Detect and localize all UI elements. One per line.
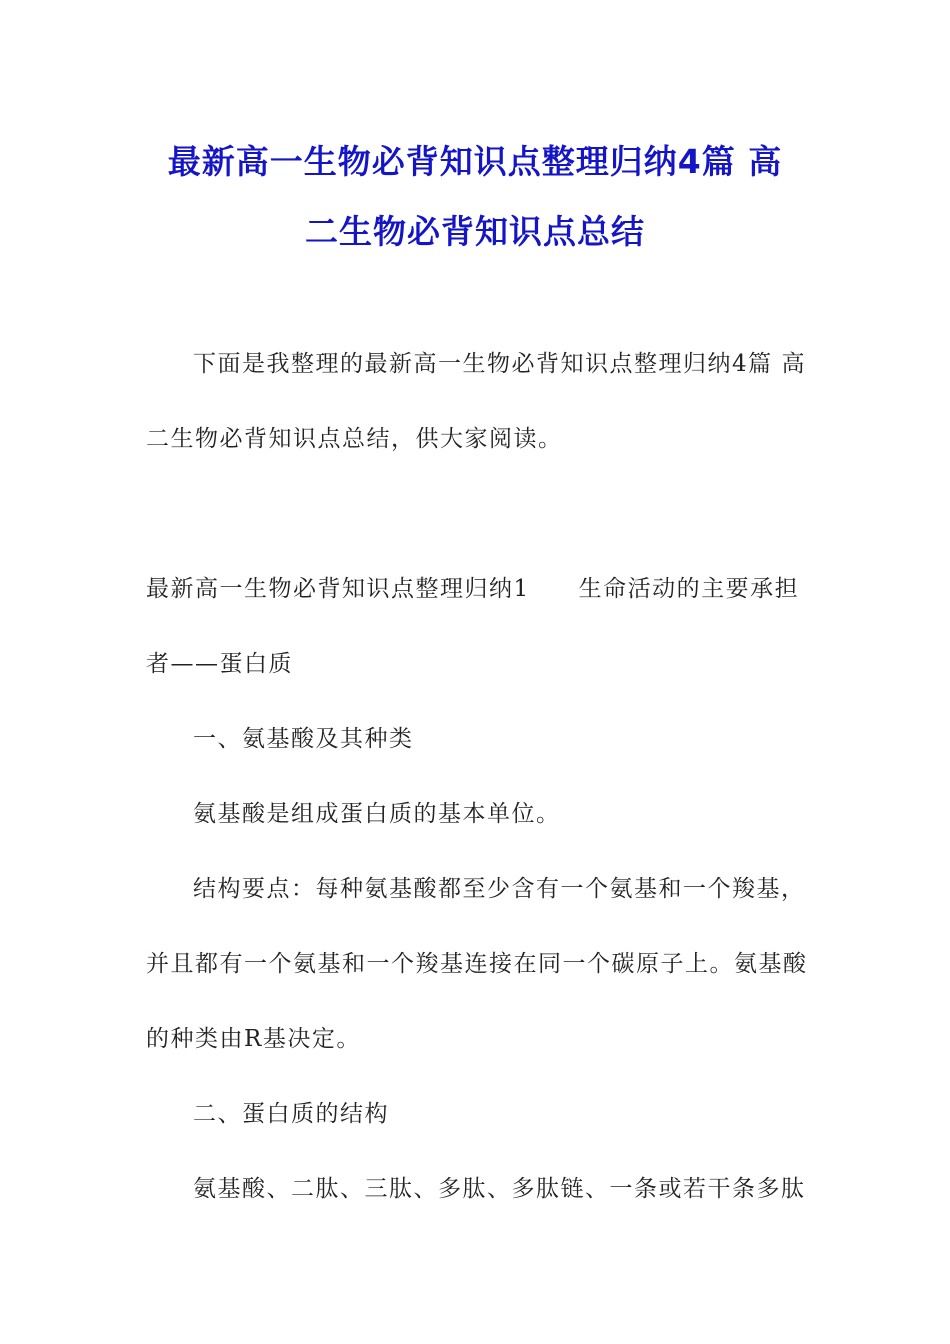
intro-paragraph-line-2: 二生物必背知识点总结，供大家阅读。 xyxy=(146,426,563,452)
subheading-amino-acids: 一、氨基酸及其种类 xyxy=(193,726,414,752)
section-1-heading-line-1: 最新高一生物必背知识点整理归纳1 生命活动的主要承担 xyxy=(146,576,800,602)
paragraph-structure-line-1: 结构要点：每种氨基酸都至少含有一个氨基和一个羧基， xyxy=(193,876,806,902)
paragraph-amino-acid-unit: 氨基酸是组成蛋白质的基本单位。 xyxy=(193,801,561,827)
paragraph-structure-line-2: 并且都有一个氨基和一个羧基连接在同一个碳原子上。氨基酸 xyxy=(146,951,808,977)
document-title-line-2: 二生物必背知识点总结 xyxy=(305,212,645,251)
document-title-line-1: 最新高一生物必背知识点整理归纳4篇 高 xyxy=(167,142,783,181)
paragraph-structure-line-3: 的种类由R基决定。 xyxy=(146,1026,361,1052)
paragraph-peptide-chain-line-1: 氨基酸、二肽、三肽、多肽、多肽链、一条或若干条多肽 xyxy=(193,1176,806,1202)
subheading-protein-structure: 二、蛋白质的结构 xyxy=(193,1101,389,1127)
intro-paragraph-line-1: 下面是我整理的最新高一生物必背知识点整理归纳4篇 高 xyxy=(193,351,806,377)
section-1-heading-line-2: 者——蛋白质 xyxy=(146,651,293,677)
